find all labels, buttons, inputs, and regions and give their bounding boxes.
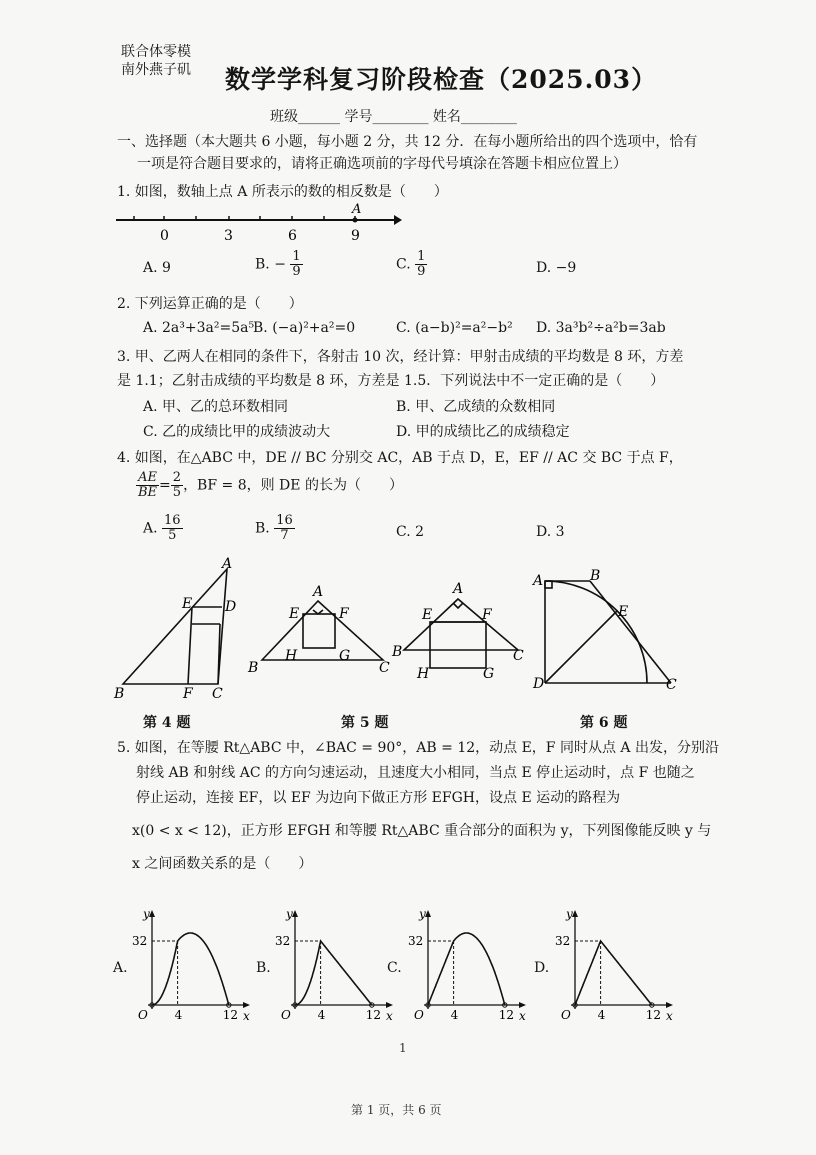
x-axis-arrow bbox=[519, 1002, 526, 1008]
q3-option-d: D. 甲的成绩比乙的成绩稳定 bbox=[396, 424, 570, 440]
fig5-label-c: C bbox=[379, 660, 390, 676]
q4-option-d: D. 3 bbox=[536, 524, 565, 540]
fig4-label-e: E bbox=[182, 596, 193, 612]
tick-label-32: 32 bbox=[408, 934, 424, 948]
tick-label-32: 32 bbox=[275, 934, 291, 948]
q5-option-a: A. bbox=[113, 960, 128, 976]
x-axis-label: x bbox=[519, 1009, 526, 1023]
origin-label: O bbox=[414, 1008, 424, 1022]
q5-graph-c bbox=[406, 905, 531, 1025]
school-name-line1: 联合体零模 bbox=[121, 44, 191, 60]
fig4-label-c: C bbox=[212, 686, 223, 702]
q5-stem-line5: x 之间函数关系的是（ ） bbox=[132, 856, 313, 872]
function-curve bbox=[295, 941, 372, 1005]
function-curve bbox=[428, 933, 505, 1005]
q3-option-b: B. 甲、乙成绩的众数相同 bbox=[396, 399, 556, 415]
section1-instruction-line2: 一项是符合题目要求的，请将正确选项前的字母代号填涂在答题卡相应位置上） bbox=[137, 156, 627, 172]
x-axis-label: x bbox=[243, 1009, 250, 1023]
q5-option-d: D. bbox=[534, 960, 550, 976]
caption-figure-5: 第 5 题 bbox=[341, 715, 389, 731]
fig6-label-e: E bbox=[618, 604, 629, 620]
q4-option-b-num: 16 bbox=[276, 513, 293, 528]
q3-stem-line1: 3. 甲、乙两人在相同的条件下，各射击 10 次，经计算：甲射击成绩的平均数是 8 环，方差 bbox=[117, 349, 684, 365]
q4-option-a bbox=[143, 514, 183, 543]
tick-label-4: 4 bbox=[317, 1008, 326, 1022]
q4-ratio-value-den: 5 bbox=[172, 485, 182, 500]
x-axis-arrow bbox=[243, 1002, 250, 1008]
fig4-label-f: F bbox=[183, 686, 193, 702]
q4-ratio-num: AE bbox=[136, 471, 159, 486]
fig5b-label-e: E bbox=[422, 607, 433, 623]
y-axis-arrow bbox=[149, 910, 155, 917]
caption-figure-6: 第 6 题 bbox=[580, 715, 628, 731]
q3-stem-line2: 是 1.1；乙射击成绩的平均数是 8 环，方差是 1.5．下列说法中不一定正确的是（ ） bbox=[117, 373, 665, 389]
fig4-label-d: D bbox=[225, 599, 237, 615]
q1-tick-0: 0 bbox=[160, 228, 169, 244]
q3-option-c: C. 乙的成绩比甲的成绩波动大 bbox=[143, 424, 331, 440]
q1-stem: 1. 如图，数轴上点 A 所表示的数的相反数是（ ） bbox=[117, 184, 448, 200]
q5-option-c: C. bbox=[387, 960, 402, 976]
q4-option-b-prefix: B. bbox=[255, 520, 270, 537]
q1-point-a bbox=[353, 218, 358, 223]
q2-option-c: C. (a−b)²=a²−b² bbox=[396, 320, 513, 336]
q1-option-b bbox=[255, 250, 303, 279]
q1-option-b-num: 1 bbox=[292, 249, 301, 264]
x-axis-arrow bbox=[386, 1002, 393, 1008]
q2-option-a: A. 2a³+3a²=5a⁵ bbox=[143, 320, 255, 336]
q3-option-a: A. 甲、乙的总环数相同 bbox=[143, 399, 289, 415]
x-axis-arrow bbox=[666, 1002, 673, 1008]
page-footer: 第 1 页，共 6 页 bbox=[351, 1103, 442, 1117]
fig6-label-b: B bbox=[590, 568, 601, 584]
q1-point-a-label: A bbox=[352, 202, 362, 217]
q1-option-c-fraction bbox=[415, 250, 427, 279]
student-info-line: 班级______ 学号________ 姓名________ bbox=[270, 109, 517, 125]
figure-4 bbox=[108, 555, 248, 705]
tick-label-32: 32 bbox=[555, 934, 571, 948]
q1-option-c-prefix: C. bbox=[396, 256, 411, 273]
function-curve bbox=[575, 941, 652, 1005]
y-axis-arrow bbox=[425, 910, 431, 917]
y-axis-arrow bbox=[292, 910, 298, 917]
q2-option-d: D. 3a³b²÷a²b=3ab bbox=[536, 320, 666, 336]
fig6-label-c: C bbox=[666, 677, 677, 693]
school-name-line2: 南外燕子矶 bbox=[121, 62, 191, 78]
figure-6 bbox=[528, 566, 683, 696]
fig5b-label-b: B bbox=[392, 644, 403, 660]
fig5b-label-c: C bbox=[513, 648, 524, 664]
q1-option-a: A. 9 bbox=[143, 260, 171, 276]
y-axis-label: y bbox=[419, 907, 426, 921]
q5-stem-line4: x(0 < x < 12)，正方形 EFGH 和等腰 Rt△ABC 重合部分的面积为 y，下列图像能反映 y 与 bbox=[132, 823, 712, 839]
fig4-label-b: B bbox=[114, 686, 125, 702]
q4-equals: = bbox=[159, 477, 171, 494]
page-title: 数学学科复习阶段检查（2025.03） bbox=[225, 65, 658, 94]
tick-label-4: 4 bbox=[450, 1008, 459, 1022]
q4-option-a-fraction bbox=[162, 514, 183, 543]
y-axis-label: y bbox=[286, 907, 293, 921]
q4-ratio-value-num: 2 bbox=[172, 470, 182, 485]
fig5b-label-g: G bbox=[483, 666, 495, 682]
q4-option-a-den: 5 bbox=[168, 528, 177, 543]
tick-label-12: 12 bbox=[498, 1008, 515, 1022]
q5-stem-line1: 5. 如图，在等腰 Rt△ABC 中，∠BAC = 90°，AB = 12，动点 E，F 同时从点 A 出发，分别沿 bbox=[117, 740, 719, 756]
q4-option-a-num: 16 bbox=[164, 513, 181, 528]
fig5-label-e: E bbox=[289, 606, 300, 622]
fig5-label-g: G bbox=[339, 648, 351, 664]
function-curve bbox=[152, 933, 229, 1005]
q2-stem: 2. 下列运算正确的是（ ） bbox=[117, 296, 303, 312]
page-mark: 1 bbox=[399, 1041, 407, 1055]
q4-option-b bbox=[255, 514, 295, 543]
q4-option-a-prefix: A. bbox=[143, 520, 158, 537]
fig4-label-a: A bbox=[222, 556, 233, 572]
x-axis-label: x bbox=[386, 1009, 393, 1023]
q1-number-line bbox=[112, 198, 402, 246]
origin-label: O bbox=[281, 1008, 291, 1022]
fig5-label-h: H bbox=[285, 648, 298, 664]
y-axis-arrow bbox=[572, 910, 578, 917]
fig5b-label-f: F bbox=[482, 607, 492, 623]
fig5b-label-h: H bbox=[417, 666, 430, 682]
q1-option-c-den: 9 bbox=[417, 264, 426, 279]
q5-option-b: B. bbox=[256, 960, 271, 976]
q2-option-b: B. (−a)²+a²=0 bbox=[253, 320, 356, 336]
q1-option-b-prefix: B. − bbox=[255, 256, 286, 273]
fig5b-label-a: A bbox=[453, 581, 464, 597]
q4-ratio-value bbox=[171, 471, 183, 500]
tick-label-12: 12 bbox=[645, 1008, 662, 1022]
q1-tick-6: 6 bbox=[288, 228, 297, 244]
q1-option-b-fraction bbox=[290, 250, 302, 279]
fig6-label-a: A bbox=[533, 573, 544, 589]
y-axis-label: y bbox=[566, 907, 573, 921]
section1-instruction-line1: 一、选择题（本大题共 6 小题，每小题 2 分，共 12 分．在每小题所给出的四个选项中，恰有 bbox=[117, 134, 698, 150]
q5-graph-d bbox=[553, 905, 678, 1025]
tick-label-4: 4 bbox=[174, 1008, 183, 1022]
y-axis-label: y bbox=[143, 907, 150, 921]
q4-option-b-fraction bbox=[274, 514, 295, 543]
q4-ratio-den: BE bbox=[138, 485, 158, 500]
tick-label-32: 32 bbox=[132, 934, 148, 948]
x-axis-label: x bbox=[666, 1009, 673, 1023]
q1-option-c-num: 1 bbox=[417, 249, 426, 264]
origin-label: O bbox=[138, 1008, 148, 1022]
q5-graph-b bbox=[273, 905, 398, 1025]
q4-stem-line2 bbox=[136, 471, 403, 500]
q1-tick-3: 3 bbox=[224, 228, 233, 244]
q4-option-b-den: 7 bbox=[280, 528, 289, 543]
tick-label-12: 12 bbox=[365, 1008, 382, 1022]
q5-graph-a bbox=[130, 905, 255, 1025]
q1-option-b-den: 9 bbox=[292, 264, 301, 279]
q4-stem-line1: 4. 如图，在△ABC 中，DE // BC 分别交 AC，AB 于点 D，E，EF // AC 交 BC 于点 F， bbox=[117, 450, 683, 466]
figure-5 bbox=[245, 578, 530, 683]
fig5-label-a: A bbox=[313, 584, 324, 600]
q1-option-c bbox=[396, 250, 427, 279]
caption-figure-4: 第 4 题 bbox=[143, 715, 191, 731]
q4-option-c: C. 2 bbox=[396, 524, 425, 540]
tick-label-4: 4 bbox=[597, 1008, 606, 1022]
q4-stem-rest: ，BF = 8，则 DE 的长为（ ） bbox=[183, 477, 403, 494]
q1-tick-9: 9 bbox=[351, 228, 360, 244]
origin-label: O bbox=[561, 1008, 571, 1022]
fig5-label-f: F bbox=[339, 606, 349, 622]
fig6-label-d: D bbox=[533, 676, 545, 692]
q1-option-d: D. −9 bbox=[536, 260, 577, 276]
q4-ratio-fraction bbox=[136, 471, 159, 500]
tick-label-12: 12 bbox=[222, 1008, 239, 1022]
fig5-label-b: B bbox=[248, 660, 259, 676]
q5-stem-line2: 射线 AB 和射线 AC 的方向匀速运动，且速度大小相同，当点 E 停止运动时，点 F 也随之 bbox=[136, 765, 695, 781]
q5-stem-line3: 停止运动，连接 EF，以 EF 为边向下做正方形 EFGH，设点 E 运动的路程为 bbox=[136, 790, 621, 806]
